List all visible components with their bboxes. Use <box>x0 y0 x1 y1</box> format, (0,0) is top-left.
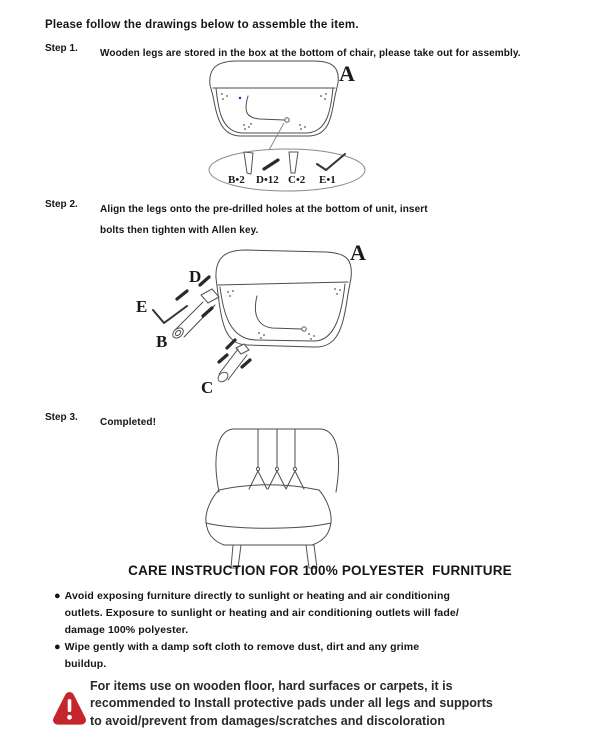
part-label-b2: B•2 <box>228 174 245 186</box>
cord-end-circle <box>285 118 289 122</box>
allen-key-e <box>153 306 187 323</box>
part-label-e1: E•1 <box>319 174 336 186</box>
care-bullet-1 <box>54 588 564 639</box>
figure-2-label-b: B <box>156 332 168 351</box>
part-label-d12: D•12 <box>256 174 279 186</box>
figure-3-completed-chair <box>200 420 415 570</box>
figure-2-label-c: C <box>201 378 214 397</box>
cord-end-circle-2 <box>302 327 306 331</box>
step-3-label: Step 3. <box>45 412 78 423</box>
screw-holes-2 <box>227 288 341 340</box>
part-leg-c <box>289 152 298 173</box>
figure-2-label-a: A <box>350 240 366 265</box>
part-allen-key-e <box>317 154 345 170</box>
figure-1-bottom-view-diagram <box>180 52 430 198</box>
step-3-text: Completed! <box>100 417 156 428</box>
chair-seat <box>206 485 331 545</box>
figure-1-label-a: A <box>339 61 355 86</box>
panel-edge-2 <box>218 282 348 285</box>
figure-2-label-e: E <box>136 297 148 316</box>
bullet-icon: ● <box>54 641 61 653</box>
cord-line-2 <box>255 296 301 329</box>
step-2-label: Step 2. <box>45 199 78 210</box>
blue-print-artifact-dot <box>239 97 241 99</box>
chair-bottom-inner-wall <box>216 88 333 133</box>
bullet-icon: ● <box>54 590 61 602</box>
care-bullet-2 <box>54 639 564 673</box>
chair-bottom-outline <box>210 61 338 136</box>
warning-text: For items use on wooden floor, hard surfaces or carpets, it is recommended to Install protective pads under all legs and supports to avoid/prevent from damages/scratches and discoloration <box>90 679 493 728</box>
cord-line <box>246 96 284 120</box>
step-1-label: Step 1. <box>45 43 78 54</box>
care-bullet-list <box>54 588 564 673</box>
step-2-text: Align the legs onto the pre-drilled holes at the bottom of unit, insert bolts then tighten with Allen key. <box>100 204 428 236</box>
inner-panel-2 <box>220 284 345 341</box>
figure-2-label-d: D <box>189 267 202 286</box>
part-bolt-d <box>264 160 278 169</box>
care-bullet-1-text: Avoid exposing furniture directly to sunlight or heating and air conditioning outlets. Exposure to sunlight or heating and air conditioning outlets will fade/ damage 100% polyester. <box>64 590 459 636</box>
part-label-c2: C•2 <box>288 174 306 186</box>
step-1-text: Wooden legs are stored in the box at the bottom of chair, please take out for assembly. <box>100 48 521 59</box>
care-bullet-2-text: Wipe gently with a damp soft cloth to remove dust, dirt and any grime buildup. <box>64 641 420 670</box>
chair-back <box>216 429 339 492</box>
warning-triangle-icon <box>52 689 87 734</box>
screw-holes <box>221 93 327 130</box>
care-instruction-heading: CARE INSTRUCTION FOR 100% POLYESTER FURNITURE <box>128 563 512 578</box>
figure-2-assembly-diagram <box>130 236 395 400</box>
part-leg-b <box>244 152 253 174</box>
page-title: Please follow the drawings below to assemble the item. <box>45 19 359 31</box>
